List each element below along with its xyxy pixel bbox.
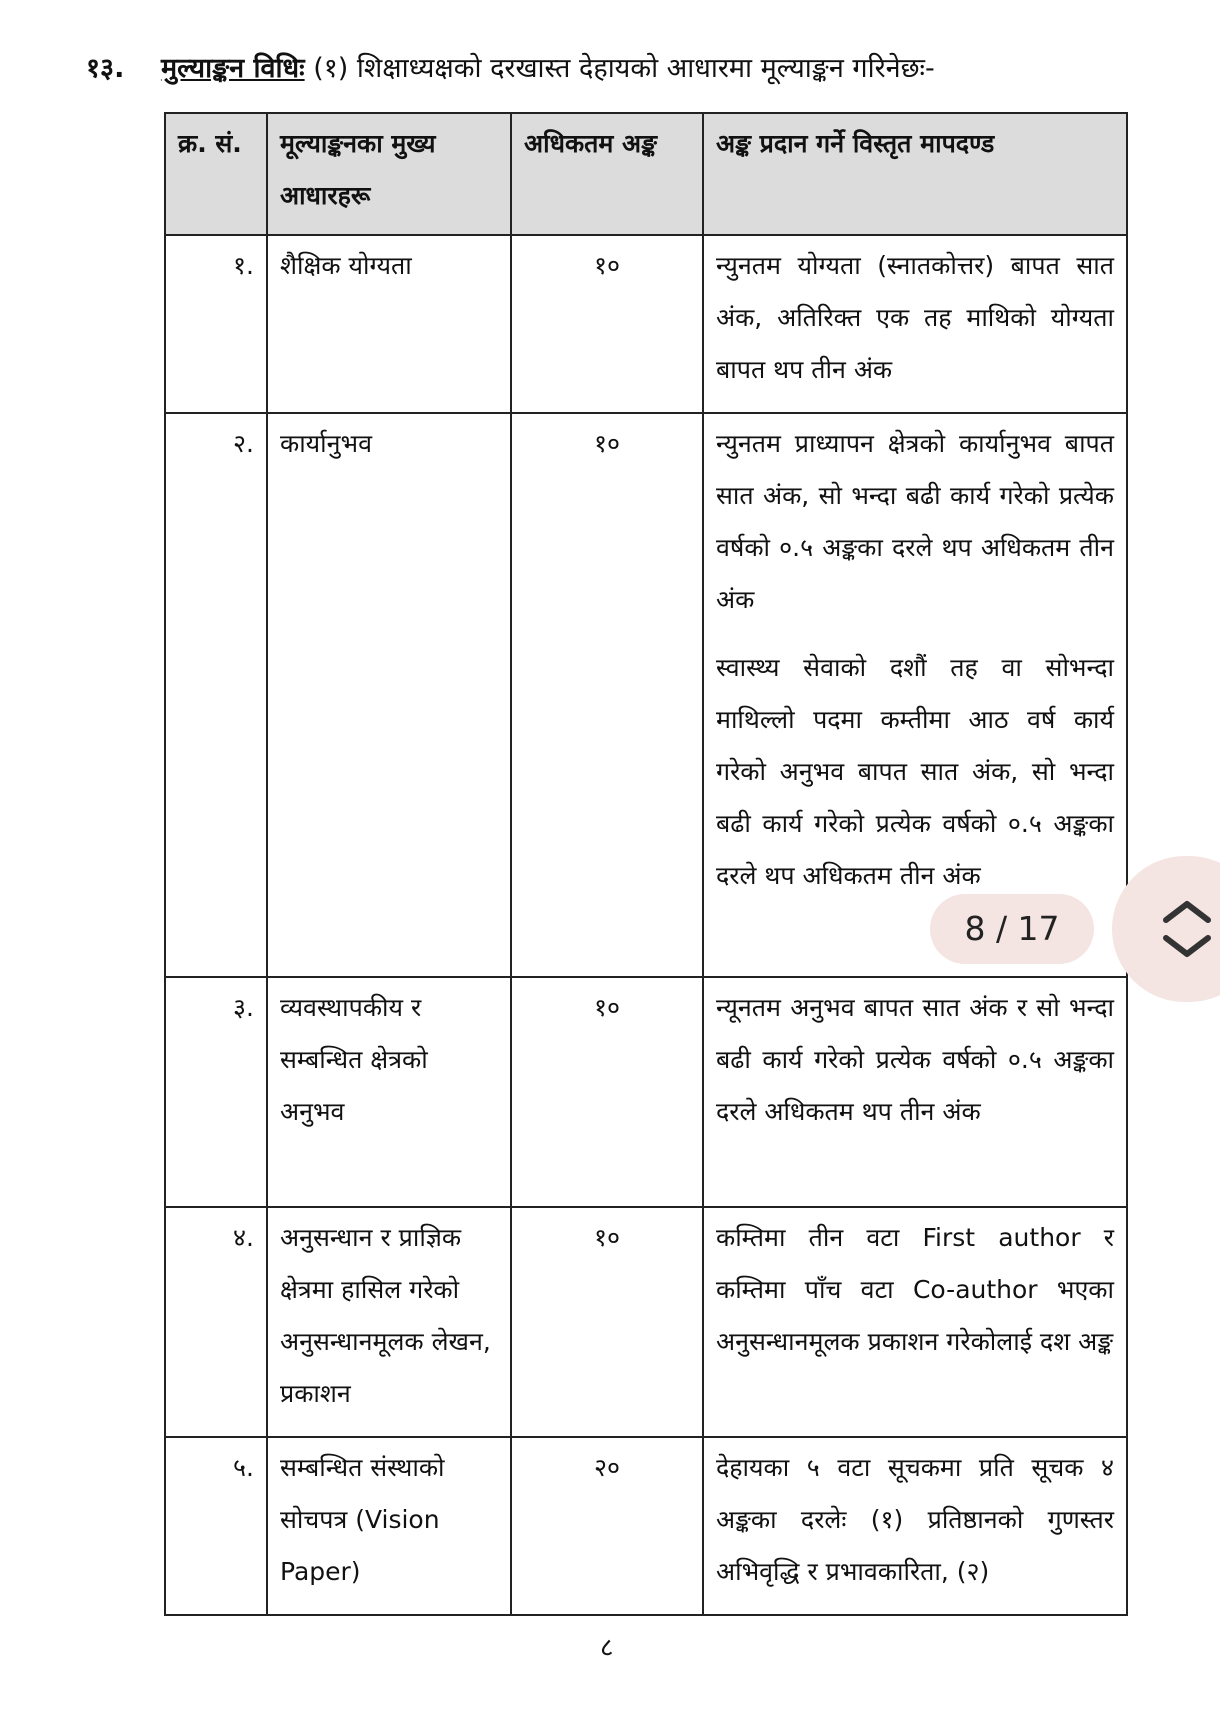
row-basis: शैक्षिक योग्यता bbox=[267, 235, 511, 413]
criteria-text: न्युनतम योग्यता (स्नातकोत्तर) बापत सात अंक, अतिरिक्त एक तह माथिको योग्यता बापत थप तीन अंक bbox=[716, 251, 1114, 384]
section-label: मुल्याङ्कन विधिः bbox=[160, 53, 305, 84]
section-text: (१) शिक्षाध्यक्षको दरखास्त देहायको आधारमा मूल्याङ्कन गरिनेछः- bbox=[313, 53, 935, 84]
row-max: १० bbox=[511, 977, 703, 1207]
table-row bbox=[165, 413, 1127, 977]
page-indicator: 8 / 17 bbox=[930, 894, 1094, 964]
row-criteria bbox=[703, 413, 1127, 977]
header-criteria: अङ्क प्रदान गर्ने विस्तृत मापदण्ड bbox=[703, 113, 1127, 235]
header-max: अधिकतम अङ्क bbox=[511, 113, 703, 235]
row-criteria bbox=[703, 1437, 1127, 1615]
row-sn: १. bbox=[165, 235, 267, 413]
row-basis: अनुसन्धान र प्राज्ञिक क्षेत्रमा हासिल गरेको अनुसन्धानमूलक लेखन, प्रकाशन bbox=[267, 1207, 511, 1437]
criteria-text: न्यूनतम अनुभव बापत सात अंक र सो भन्दा बढी कार्य गरेको प्रत्येक वर्षको ०.५ अङ्कका दरले अधिकतम थप तीन अंक bbox=[716, 993, 1114, 1126]
row-basis: कार्यानुभव bbox=[267, 413, 511, 977]
section-heading bbox=[86, 48, 1166, 85]
row-criteria bbox=[703, 235, 1127, 413]
row-max: १० bbox=[511, 235, 703, 413]
evaluation-table bbox=[164, 112, 1128, 1616]
table-row bbox=[165, 1207, 1127, 1437]
row-basis: व्यवस्थापकीय र सम्बन्धित क्षेत्रको अनुभव bbox=[267, 977, 511, 1207]
criteria-text: न्युनतम प्राध्यापन क्षेत्रको कार्यानुभव बापत सात अंक, सो भन्दा बढी कार्य गरेको प्रत्येक वर्षको ०.५ अङ्कका दरले थप अधिकतम तीन अंक bbox=[716, 429, 1114, 614]
table-header-row bbox=[165, 113, 1127, 235]
row-max: १० bbox=[511, 413, 703, 977]
row-basis: सम्बन्धित संस्थाको सोचपत्र (Vision Paper) bbox=[267, 1437, 511, 1615]
row-sn: २. bbox=[165, 413, 267, 977]
criteria-text: कम्तिमा तीन वटा First author र कम्तिमा पाँच वटा Co-author भएका अनुसन्धानमूलक प्रकाशन गरेकोलाई दश अङ्क bbox=[716, 1223, 1114, 1356]
criteria-text: देहायका ५ वटा सूचकमा प्रति सूचक ४ अङ्कका दरलेः (१) प्रतिष्ठानको गुणस्तर अभिवृद्धि र प्रभावकारिता, (२) bbox=[716, 1453, 1114, 1586]
section-number: १३. bbox=[86, 53, 125, 84]
row-max: २० bbox=[511, 1437, 703, 1615]
criteria-text: स्वास्थ्य सेवाको दशौं तह वा सोभन्दा माथिल्लो पदमा कम्तीमा आठ वर्ष कार्य गरेको अनुभव बापत सात अंक, सो भन्दा बढी कार्य गरेको प्रत्येक वर्षको ०.५ अङ्कका दरले थप अधिकतम तीन अंक bbox=[716, 653, 1114, 890]
row-sn: ५. bbox=[165, 1437, 267, 1615]
header-sn: क्र. सं. bbox=[165, 113, 267, 235]
header-basis: मूल्याङ्कनका मुख्य आधारहरू bbox=[267, 113, 511, 235]
row-criteria bbox=[703, 977, 1127, 1207]
table-row bbox=[165, 1437, 1127, 1615]
table-row bbox=[165, 977, 1127, 1207]
row-sn: ४. bbox=[165, 1207, 267, 1437]
page-scroll-handle[interactable] bbox=[1112, 856, 1220, 1002]
row-max: १० bbox=[511, 1207, 703, 1437]
page-number: ८ bbox=[600, 1633, 614, 1663]
row-sn: ३. bbox=[165, 977, 267, 1207]
row-criteria bbox=[703, 1207, 1127, 1437]
table-row bbox=[165, 235, 1127, 413]
chevron-up-down-icon bbox=[1154, 896, 1220, 962]
